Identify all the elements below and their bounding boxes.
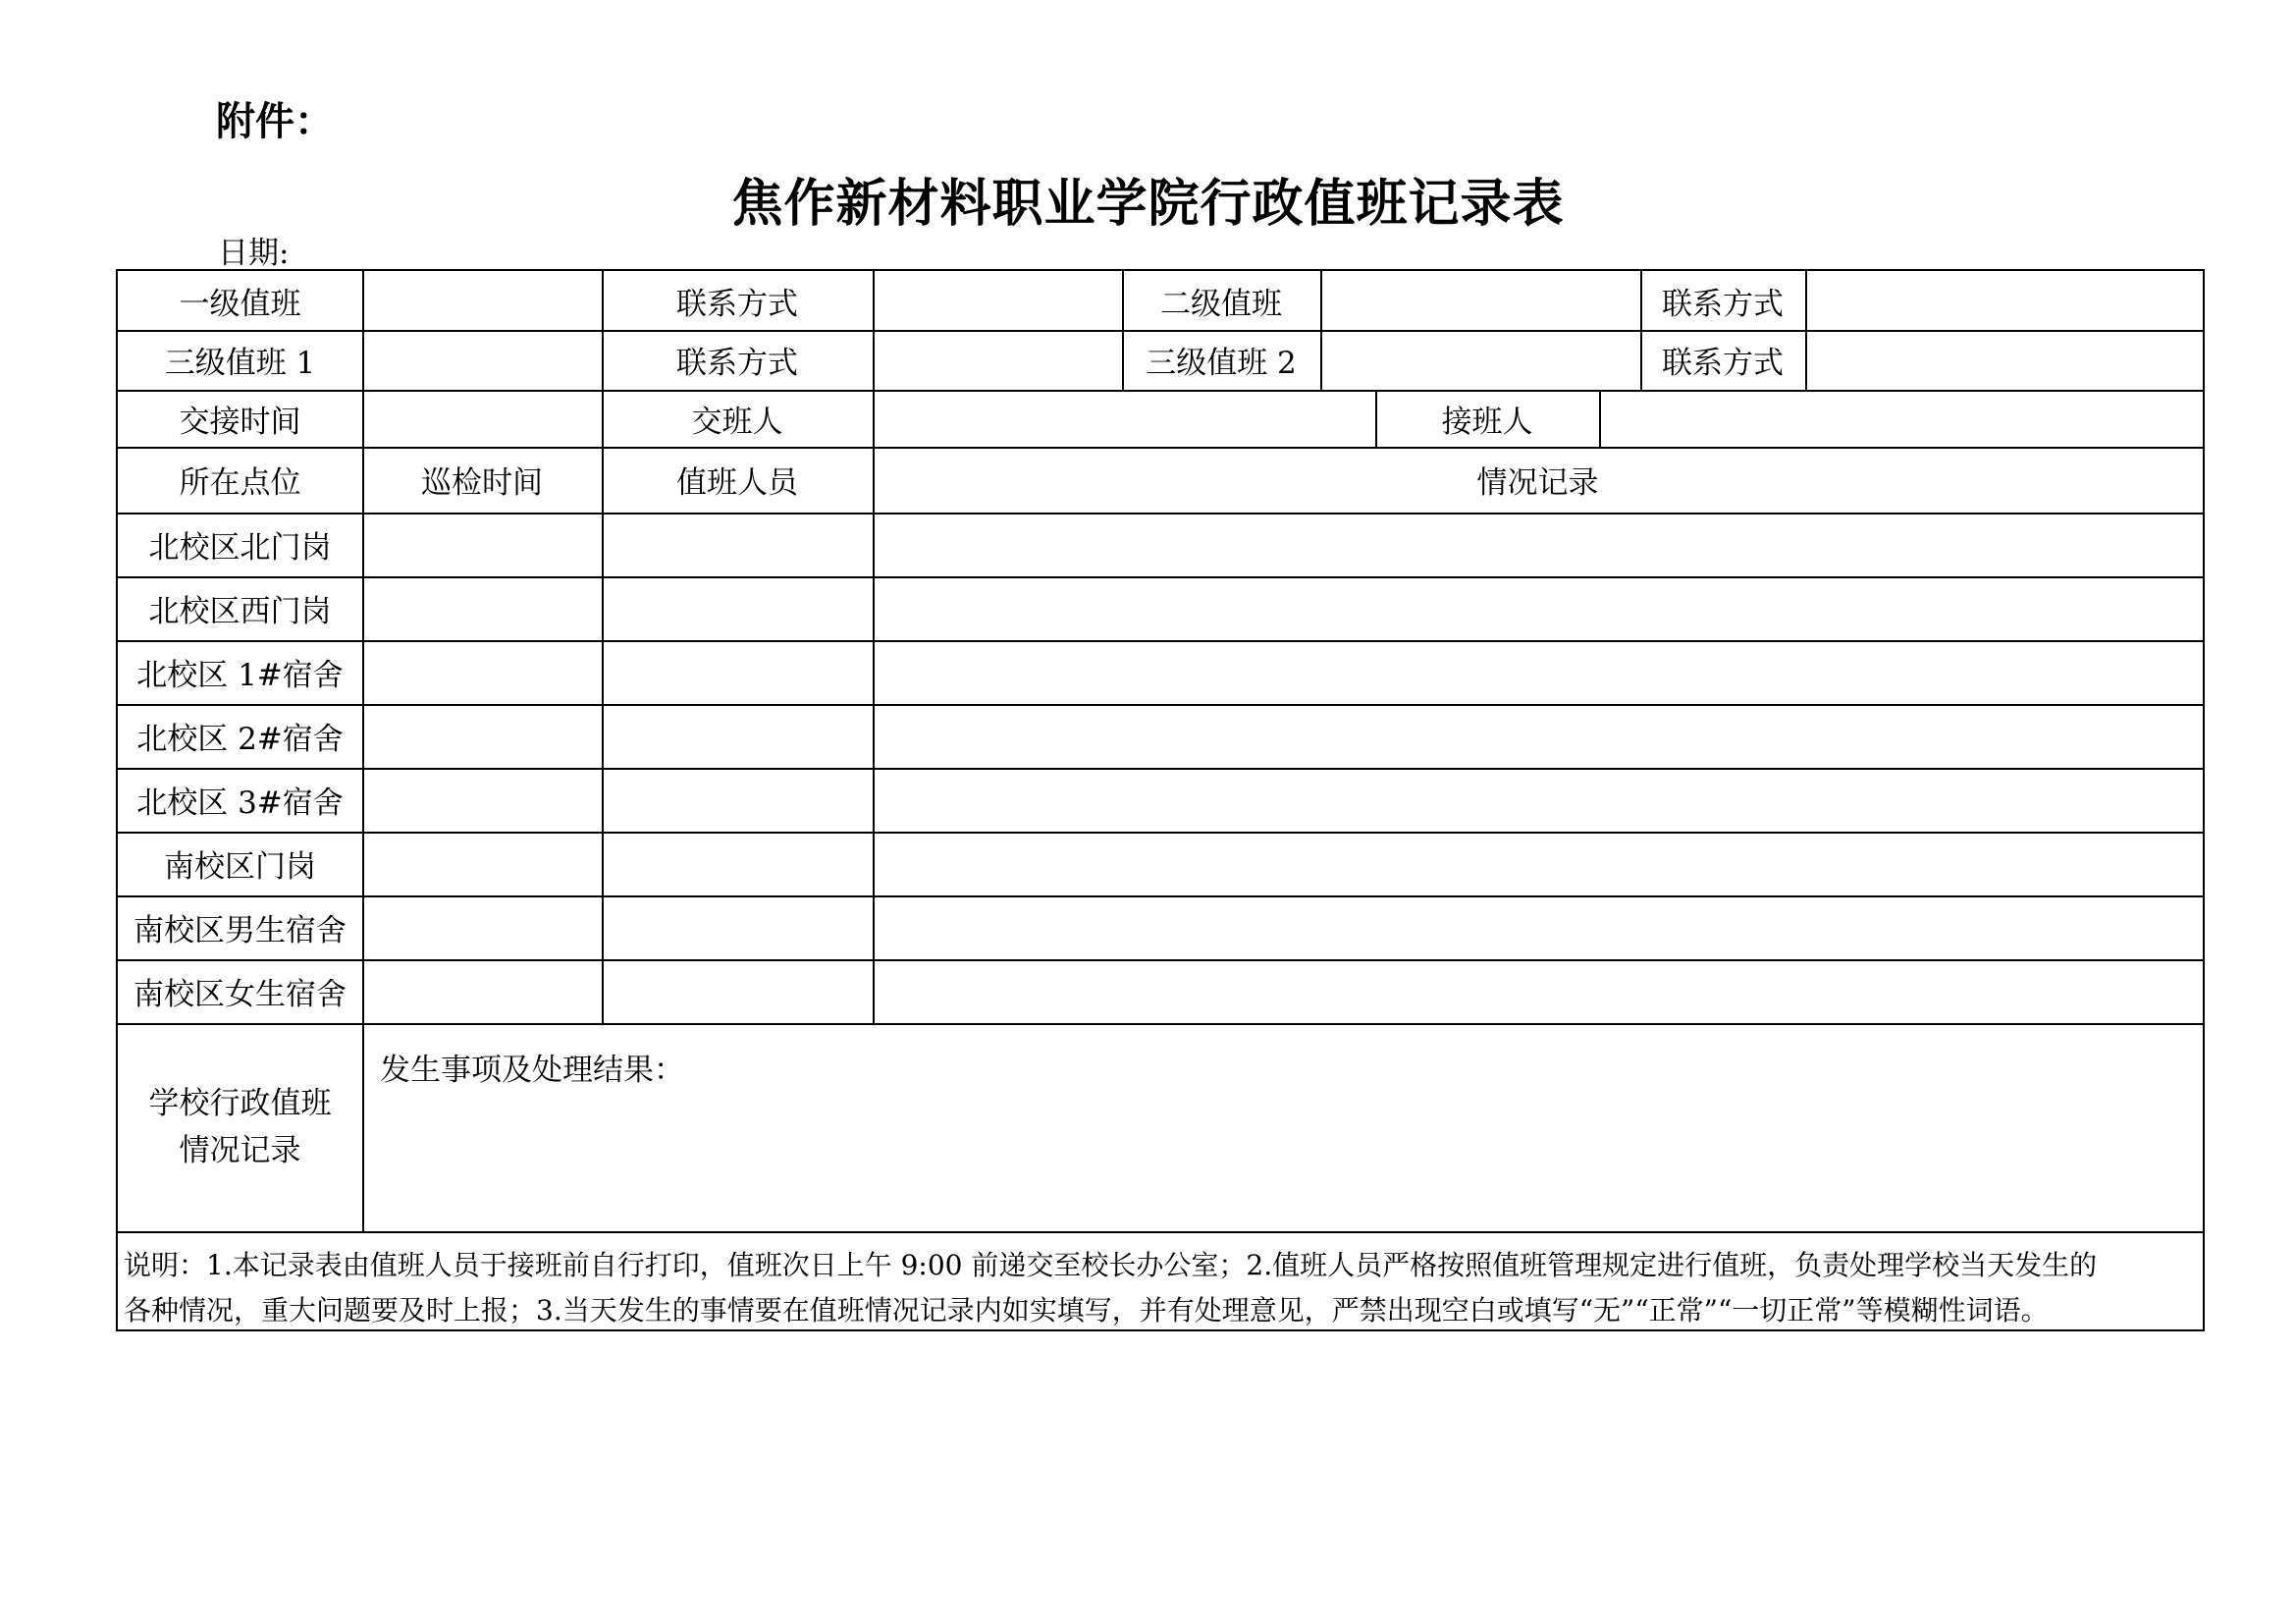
- note-line-1: 说明：1.本记录表由值班人员于接班前自行打印，值班次日上午 9:00 前递交至校长办公室；2.值班人员严格按照值班管理规定进行值班，负责处理学校当天发生的: [124, 1249, 2098, 1281]
- events-and-results-field[interactable]: [362, 1023, 2203, 1231]
- instructions-note: [124, 1243, 2195, 1333]
- row-divider: [118, 576, 2203, 578]
- handover-person-label: 交班人: [691, 404, 783, 440]
- location-label: 北校区北门岗: [148, 530, 332, 566]
- contact4-value[interactable]: [1805, 330, 2203, 390]
- duty-record-label-line1: 学校行政值班: [148, 1086, 332, 1121]
- level3-duty1-value[interactable]: [362, 330, 602, 390]
- duty-record-form: [116, 269, 2205, 1331]
- column-header-duty-staff: 值班人员: [676, 465, 798, 501]
- location-label: 南校区门岗: [164, 849, 316, 885]
- row-divider: [118, 513, 2203, 514]
- level2-duty-value[interactable]: [1320, 271, 1640, 330]
- receiver-person-value[interactable]: [1599, 390, 2203, 447]
- column-header-location: 所在点位: [179, 465, 301, 501]
- handover-person-value[interactable]: [873, 390, 1375, 447]
- contact2-value[interactable]: [1805, 271, 2203, 330]
- column-header-patrol-time: 巡检时间: [421, 465, 543, 501]
- row-divider: [118, 704, 2203, 706]
- location-label: 南校区男生宿舍: [133, 913, 347, 948]
- level3-duty2-label: 三级值班 2: [1146, 346, 1297, 381]
- level3-duty1-label: 三级值班 1: [164, 346, 316, 381]
- events-label: 发生事项及处理结果：: [380, 1053, 684, 1088]
- duty-record-label-line2: 情况记录: [179, 1133, 301, 1168]
- date-label: 日期:: [218, 236, 290, 271]
- level2-duty-label: 二级值班: [1160, 286, 1282, 322]
- contact3-label: 联系方式: [676, 346, 798, 381]
- row-divider: [118, 959, 2203, 961]
- contact2-label: 联系方式: [1662, 286, 1784, 322]
- location-label: 南校区女生宿舍: [133, 977, 347, 1012]
- location-label: 北校区西门岗: [148, 594, 332, 629]
- duty-record-label: [118, 1023, 362, 1231]
- column-header-situation: 情况记录: [1476, 465, 1599, 501]
- note-line-2: 各种情况，重大问题要及时上报；3.当天发生的事情要在值班情况记录内如实填写，并有处理意见，严禁出现空白或填写“无”“正常”“一切正常”等模糊性词语。: [124, 1294, 2049, 1326]
- row-divider: [118, 895, 2203, 897]
- document-title: 焦作新材料职业学院行政值班记录表: [731, 174, 1565, 234]
- attachment-label: 附件：: [216, 99, 334, 144]
- level1-duty-label: 一级值班: [179, 286, 301, 322]
- contact3-value[interactable]: [873, 330, 1122, 390]
- contact1-label: 联系方式: [676, 286, 798, 322]
- handover-time-label: 交接时间: [179, 404, 301, 440]
- level3-duty2-value[interactable]: [1320, 330, 1640, 390]
- row-divider: [118, 832, 2203, 834]
- location-label: 北校区 2#宿舍: [136, 722, 344, 757]
- row-divider: [118, 640, 2203, 642]
- contact1-value[interactable]: [873, 271, 1122, 330]
- receiver-person-label: 接班人: [1441, 404, 1533, 440]
- location-label: 北校区 3#宿舍: [136, 785, 344, 821]
- row-divider: [118, 768, 2203, 770]
- contact4-label: 联系方式: [1662, 346, 1784, 381]
- handover-time-value[interactable]: [362, 390, 602, 447]
- row-divider: [118, 1231, 2203, 1233]
- location-label: 北校区 1#宿舍: [136, 658, 344, 693]
- level1-duty-value[interactable]: [362, 271, 602, 330]
